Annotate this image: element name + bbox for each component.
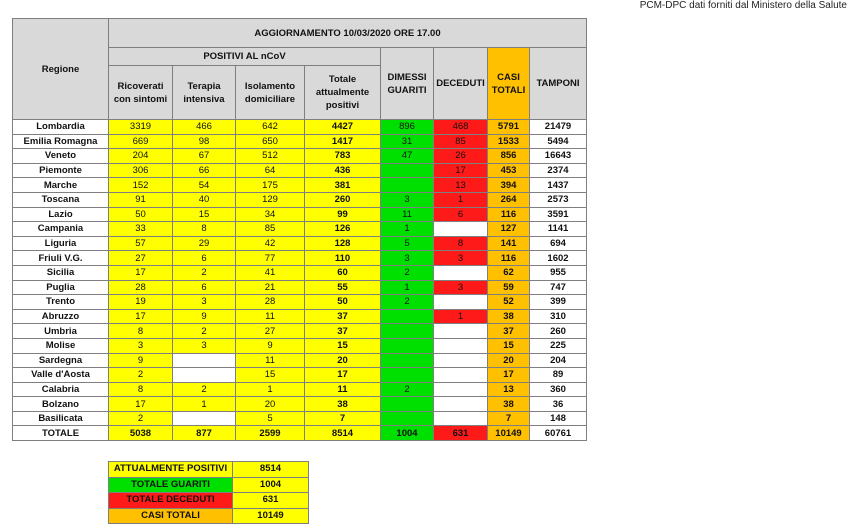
- cell-tamponi: 1602: [530, 251, 587, 266]
- cell-dimessi: 11: [381, 207, 434, 222]
- cell-regione: Molise: [13, 338, 109, 353]
- cell-totale: 110: [305, 251, 381, 266]
- cell-tamponi: 260: [530, 324, 587, 339]
- table-title: AGGIORNAMENTO 10/03/2020 ORE 17.00: [109, 19, 587, 48]
- cell-casi: 17: [488, 368, 530, 383]
- cell-isolamento: 77: [236, 251, 305, 266]
- cell-regione: Calabria: [13, 382, 109, 397]
- cell-dimessi: [381, 353, 434, 368]
- cell-tamponi: 5494: [530, 134, 587, 149]
- cell-deceduti: 13: [434, 178, 488, 193]
- table-row: [13, 353, 587, 368]
- cell-casi: 37: [488, 324, 530, 339]
- cell-dimessi: 1: [381, 280, 434, 295]
- cell-totale: 55: [305, 280, 381, 295]
- cell-dimessi: [381, 163, 434, 178]
- cell-ricoverati: 50: [109, 207, 173, 222]
- cell-deceduti: 1: [434, 192, 488, 207]
- cell-ricoverati: 57: [109, 236, 173, 251]
- cell-casi: 127: [488, 222, 530, 237]
- summary-row: [109, 462, 309, 478]
- cell-totale: 7: [305, 411, 381, 426]
- cell-terapia: 40: [173, 192, 236, 207]
- cell-tamponi: 3591: [530, 207, 587, 222]
- total-tamponi: 60761: [530, 426, 587, 441]
- cell-ricoverati: 9: [109, 353, 173, 368]
- cell-isolamento: 20: [236, 397, 305, 412]
- cell-deceduti: 6: [434, 207, 488, 222]
- table-row: [13, 149, 587, 164]
- cell-terapia: 8: [173, 222, 236, 237]
- cell-casi: 116: [488, 207, 530, 222]
- cell-isolamento: 642: [236, 120, 305, 135]
- cell-regione: Veneto: [13, 149, 109, 164]
- cell-totale: 15: [305, 338, 381, 353]
- table-row: [13, 324, 587, 339]
- cell-tamponi: 360: [530, 382, 587, 397]
- cell-tamponi: 747: [530, 280, 587, 295]
- table-row: [13, 265, 587, 280]
- cell-deceduti: [434, 265, 488, 280]
- cell-casi: 15: [488, 338, 530, 353]
- cell-isolamento: 9: [236, 338, 305, 353]
- cell-dimessi: 1: [381, 222, 434, 237]
- header-regione: Regione: [13, 19, 109, 120]
- cell-terapia: 2: [173, 324, 236, 339]
- cell-regione: Umbria: [13, 324, 109, 339]
- cell-totale: 11: [305, 382, 381, 397]
- header-isolamento: Isolamento domiciliare: [236, 66, 305, 120]
- cell-casi: 38: [488, 309, 530, 324]
- cell-casi: 453: [488, 163, 530, 178]
- cell-casi: 59: [488, 280, 530, 295]
- cell-regione: Bolzano: [13, 397, 109, 412]
- cell-deceduti: [434, 324, 488, 339]
- cell-terapia: 66: [173, 163, 236, 178]
- cell-ricoverati: 17: [109, 265, 173, 280]
- cell-terapia: 1: [173, 397, 236, 412]
- cell-deceduti: [434, 353, 488, 368]
- source-note: PCM-DPC dati forniti dal Ministero della Salute: [639, 0, 847, 11]
- cell-tamponi: 148: [530, 411, 587, 426]
- cell-ricoverati: 3319: [109, 120, 173, 135]
- cell-terapia: 2: [173, 265, 236, 280]
- total-terapia: 877: [173, 426, 236, 441]
- cell-regione: Sicilia: [13, 265, 109, 280]
- cell-dimessi: [381, 368, 434, 383]
- cell-isolamento: 42: [236, 236, 305, 251]
- summary-value: 631: [233, 493, 309, 509]
- table-row: [13, 134, 587, 149]
- cell-terapia: 3: [173, 338, 236, 353]
- cell-totale: 4427: [305, 120, 381, 135]
- cell-casi: 141: [488, 236, 530, 251]
- cell-dimessi: 31: [381, 134, 434, 149]
- cell-ricoverati: 17: [109, 397, 173, 412]
- cell-regione: Liguria: [13, 236, 109, 251]
- cell-totale: 20: [305, 353, 381, 368]
- cell-totale: 37: [305, 309, 381, 324]
- cell-dimessi: [381, 338, 434, 353]
- header-positivi: POSITIVI AL nCoV: [109, 48, 381, 66]
- cell-dimessi: [381, 178, 434, 193]
- cell-isolamento: 64: [236, 163, 305, 178]
- cell-deceduti: [434, 397, 488, 412]
- cell-regione: Sardegna: [13, 353, 109, 368]
- cell-terapia: 54: [173, 178, 236, 193]
- cell-deceduti: [434, 382, 488, 397]
- cell-casi: 856: [488, 149, 530, 164]
- cell-totale: 128: [305, 236, 381, 251]
- cell-casi: 52: [488, 295, 530, 310]
- cell-deceduti: 3: [434, 251, 488, 266]
- cell-isolamento: 1: [236, 382, 305, 397]
- cell-regione: Campania: [13, 222, 109, 237]
- cell-tamponi: 225: [530, 338, 587, 353]
- cell-terapia: 67: [173, 149, 236, 164]
- cell-dimessi: 896: [381, 120, 434, 135]
- cell-terapia: [173, 368, 236, 383]
- summary-table: [108, 461, 309, 524]
- cell-isolamento: 15: [236, 368, 305, 383]
- header-totale-positivi: Totale attualmente positivi: [305, 66, 381, 120]
- total-regione: TOTALE: [13, 426, 109, 441]
- cell-totale: 37: [305, 324, 381, 339]
- cell-deceduti: 468: [434, 120, 488, 135]
- table-row: [13, 222, 587, 237]
- cell-casi: 38: [488, 397, 530, 412]
- cell-regione: Basilicata: [13, 411, 109, 426]
- cell-isolamento: 512: [236, 149, 305, 164]
- cell-tamponi: 399: [530, 295, 587, 310]
- table-row: [13, 411, 587, 426]
- total-dimessi: 1004: [381, 426, 434, 441]
- cell-deceduti: [434, 338, 488, 353]
- cell-isolamento: 85: [236, 222, 305, 237]
- table-row: [13, 338, 587, 353]
- cell-regione: Marche: [13, 178, 109, 193]
- cell-ricoverati: 28: [109, 280, 173, 295]
- cell-ricoverati: 3: [109, 338, 173, 353]
- cell-regione: Puglia: [13, 280, 109, 295]
- table-row: [13, 382, 587, 397]
- cell-regione: Trento: [13, 295, 109, 310]
- cell-casi: 7: [488, 411, 530, 426]
- cell-terapia: [173, 411, 236, 426]
- cell-deceduti: 8: [434, 236, 488, 251]
- cell-deceduti: [434, 295, 488, 310]
- cell-ricoverati: 204: [109, 149, 173, 164]
- cell-totale: 17: [305, 368, 381, 383]
- total-casi: 10149: [488, 426, 530, 441]
- cell-deceduti: 26: [434, 149, 488, 164]
- table-row: [13, 120, 587, 135]
- cell-terapia: 9: [173, 309, 236, 324]
- cell-casi: 5791: [488, 120, 530, 135]
- cell-isolamento: 11: [236, 309, 305, 324]
- cell-tamponi: 89: [530, 368, 587, 383]
- cell-isolamento: 21: [236, 280, 305, 295]
- cell-isolamento: 34: [236, 207, 305, 222]
- cell-ricoverati: 33: [109, 222, 173, 237]
- cell-casi: 62: [488, 265, 530, 280]
- cell-deceduti: [434, 222, 488, 237]
- cell-dimessi: 2: [381, 295, 434, 310]
- cell-dimessi: 2: [381, 265, 434, 280]
- table-row: [13, 236, 587, 251]
- cell-isolamento: 27: [236, 324, 305, 339]
- cell-totale: 381: [305, 178, 381, 193]
- header-terapia: Terapia intensiva: [173, 66, 236, 120]
- cell-casi: 1533: [488, 134, 530, 149]
- table-row: [13, 295, 587, 310]
- cell-ricoverati: 152: [109, 178, 173, 193]
- cell-tamponi: 21479: [530, 120, 587, 135]
- cell-deceduti: 85: [434, 134, 488, 149]
- cell-isolamento: 650: [236, 134, 305, 149]
- table-row: [13, 178, 587, 193]
- cell-deceduti: 1: [434, 309, 488, 324]
- cell-ricoverati: 19: [109, 295, 173, 310]
- cell-deceduti: 3: [434, 280, 488, 295]
- cell-totale: 50: [305, 295, 381, 310]
- cell-ricoverati: 669: [109, 134, 173, 149]
- cell-totale: 60: [305, 265, 381, 280]
- cell-tamponi: 1141: [530, 222, 587, 237]
- cell-isolamento: 28: [236, 295, 305, 310]
- table-row: [13, 280, 587, 295]
- cell-ricoverati: 306: [109, 163, 173, 178]
- cell-regione: Lazio: [13, 207, 109, 222]
- table-row: [13, 397, 587, 412]
- cell-dimessi: [381, 309, 434, 324]
- total-ricoverati: 5038: [109, 426, 173, 441]
- cell-dimessi: 47: [381, 149, 434, 164]
- table-row: [13, 207, 587, 222]
- cell-tamponi: 2374: [530, 163, 587, 178]
- cell-dimessi: [381, 411, 434, 426]
- summary-row: [109, 493, 309, 509]
- cell-dimessi: 2: [381, 382, 434, 397]
- cell-terapia: 3: [173, 295, 236, 310]
- cell-regione: Piemonte: [13, 163, 109, 178]
- cell-ricoverati: 27: [109, 251, 173, 266]
- header-dimessi: DIMESSI GUARITI: [381, 48, 434, 120]
- cell-deceduti: [434, 411, 488, 426]
- summary-label: ATTUALMENTE POSITIVI: [109, 462, 233, 478]
- table-row: [13, 251, 587, 266]
- cell-terapia: 466: [173, 120, 236, 135]
- cell-terapia: 29: [173, 236, 236, 251]
- cell-tamponi: 204: [530, 353, 587, 368]
- cell-terapia: 6: [173, 251, 236, 266]
- cell-totale: 1417: [305, 134, 381, 149]
- table-row: [13, 192, 587, 207]
- total-deceduti: 631: [434, 426, 488, 441]
- cell-casi: 13: [488, 382, 530, 397]
- summary-value: 10149: [233, 508, 309, 524]
- cell-totale: 260: [305, 192, 381, 207]
- header-ricoverati: Ricoverati con sintomi: [109, 66, 173, 120]
- cell-totale: 99: [305, 207, 381, 222]
- cell-terapia: 6: [173, 280, 236, 295]
- cell-casi: 394: [488, 178, 530, 193]
- cell-regione: Toscana: [13, 192, 109, 207]
- cell-dimessi: 5: [381, 236, 434, 251]
- cell-tamponi: 955: [530, 265, 587, 280]
- cell-ricoverati: 8: [109, 382, 173, 397]
- cell-regione: Friuli V.G.: [13, 251, 109, 266]
- total-row: [13, 426, 587, 441]
- cell-tamponi: 310: [530, 309, 587, 324]
- cell-tamponi: 1437: [530, 178, 587, 193]
- summary-label: TOTALE DECEDUTI: [109, 493, 233, 509]
- cell-dimessi: [381, 324, 434, 339]
- cell-casi: 116: [488, 251, 530, 266]
- cell-deceduti: 17: [434, 163, 488, 178]
- cell-ricoverati: 8: [109, 324, 173, 339]
- header-casi: CASI TOTALI: [488, 48, 530, 120]
- cell-totale: 783: [305, 149, 381, 164]
- cell-regione: Valle d'Aosta: [13, 368, 109, 383]
- cell-ricoverati: 2: [109, 368, 173, 383]
- cell-terapia: 15: [173, 207, 236, 222]
- cell-regione: Abruzzo: [13, 309, 109, 324]
- summary-label: TOTALE GUARITI: [109, 477, 233, 493]
- cell-ricoverati: 17: [109, 309, 173, 324]
- cell-deceduti: [434, 368, 488, 383]
- cell-regione: Emilia Romagna: [13, 134, 109, 149]
- cell-isolamento: 175: [236, 178, 305, 193]
- cell-terapia: 98: [173, 134, 236, 149]
- table-row: [13, 368, 587, 383]
- summary-label: CASI TOTALI: [109, 508, 233, 524]
- header-tamponi: TAMPONI: [530, 48, 587, 120]
- cell-dimessi: 3: [381, 192, 434, 207]
- summary-row: [109, 477, 309, 493]
- cell-terapia: 2: [173, 382, 236, 397]
- cell-tamponi: 16643: [530, 149, 587, 164]
- cell-regione: Lombardia: [13, 120, 109, 135]
- cell-ricoverati: 91: [109, 192, 173, 207]
- cell-isolamento: 11: [236, 353, 305, 368]
- cell-totale: 38: [305, 397, 381, 412]
- cell-tamponi: 2573: [530, 192, 587, 207]
- cell-tamponi: 36: [530, 397, 587, 412]
- total-totale: 8514: [305, 426, 381, 441]
- summary-value: 8514: [233, 462, 309, 478]
- header-deceduti: DECEDUTI: [434, 48, 488, 120]
- cell-terapia: [173, 353, 236, 368]
- cell-isolamento: 129: [236, 192, 305, 207]
- table-row: [13, 309, 587, 324]
- total-isolamento: 2599: [236, 426, 305, 441]
- cell-casi: 264: [488, 192, 530, 207]
- table-row: [13, 163, 587, 178]
- cell-totale: 436: [305, 163, 381, 178]
- cell-isolamento: 5: [236, 411, 305, 426]
- cell-tamponi: 694: [530, 236, 587, 251]
- summary-value: 1004: [233, 477, 309, 493]
- cell-totale: 126: [305, 222, 381, 237]
- cell-ricoverati: 2: [109, 411, 173, 426]
- cell-dimessi: 3: [381, 251, 434, 266]
- summary-row: [109, 508, 309, 524]
- cell-isolamento: 41: [236, 265, 305, 280]
- cell-casi: 20: [488, 353, 530, 368]
- covid-data-table: [12, 18, 587, 441]
- cell-dimessi: [381, 397, 434, 412]
